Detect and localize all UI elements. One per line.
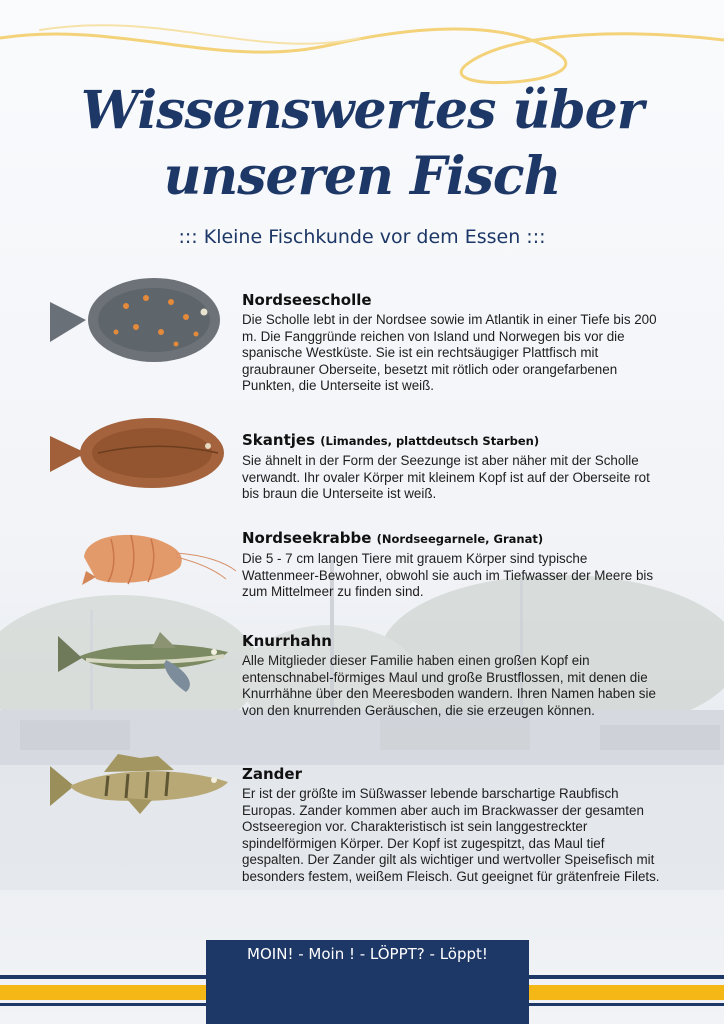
plaice-icon xyxy=(46,272,220,368)
fish-description: Sie ähnelt in der Form der Seezunge ist aber näher mit der Scholle verwandt. Ihr ovaler Körper mit kleinem Kopf ist auf der Oberseite rot bis braun die Unterseite ist weiß. xyxy=(242,453,650,502)
fish-description: Alle Mitglieder dieser Familie haben einen großen Kopf ein entenschnabel-förmiges Maul und große Brustflossen, mit denen die Knurrhähne über den Meeresboden wandern. Ihren Namen haben sie von den knurrenden Geräuschen, die sie erzeugen können. xyxy=(242,653,656,718)
fish-name: Nordseekrabbe (Nordseegarnele, Granat) xyxy=(242,529,544,547)
gurnard-icon xyxy=(56,622,230,694)
footer-banner xyxy=(206,940,529,1024)
title-line-2: unseren Fisch xyxy=(163,146,561,207)
fish-description: Die 5 - 7 cm langen Tiere mit grauem Körper sind typische Wattenmeer-Bewohner, obwohl sie auch im Tiefwasser der Meere bis zum Mittelmeer zu finden sind. xyxy=(242,551,654,600)
title-line-1: Wissenswertes über xyxy=(80,80,644,141)
fish-entry-knurrhahn xyxy=(242,631,662,719)
fish-name: Knurrhahn xyxy=(242,632,332,650)
fish-name: Nordseescholle xyxy=(242,291,372,309)
page-title xyxy=(0,78,724,210)
fish-description: Er ist der größte im Süßwasser lebende barschartige Raubfisch Europas. Zander kommen aber auch im Brackwasser der gesamten Ostseeregion vor. Charakteristisch ist sein langgestreckter spindelförmigen Körper. Der Kopf ist zugespitzt, das Maul tief gespalten. Der Zander gilt als wichtiger und wertvoller Speisefisch mit besonders festem, weißem Fleisch. Gut geeignet für grätenfreie Filets. xyxy=(242,786,660,884)
fish-entry-zander xyxy=(242,764,662,886)
shrimp-icon xyxy=(76,527,236,589)
dab-icon xyxy=(48,414,226,492)
fish-alt-name: (Limandes, plattdeutsch Starben) xyxy=(320,434,540,448)
zander-icon xyxy=(48,752,230,820)
fish-entry-skantjes xyxy=(242,430,662,503)
fish-entry-nordseescholle xyxy=(242,290,662,395)
fish-entry-nordseekrabbe xyxy=(242,528,662,601)
footer-slogan: MOIN! - Moin ! - LÖPPT? - Löppt! xyxy=(247,945,488,963)
fish-alt-name: (Nordseegarnele, Granat) xyxy=(376,532,544,546)
fish-description: Die Scholle lebt in der Nordsee sowie im Atlantik in einer Tiefe bis 200 m. Die Fanggründe reichen von Island und Norwegen bis vor die spanische Westküste. Sie ist ein rechtsäugiger Plattfisch mit graubrauner Oberseite, besetzt mit rötlich oder orangefarbenen Punkten, die Unterseite ist weiß. xyxy=(242,312,657,394)
fish-name: Zander xyxy=(242,765,302,783)
fish-name: Skantjes (Limandes, plattdeutsch Starben) xyxy=(242,431,540,449)
page-subtitle: ::: Kleine Fischkunde vor dem Essen ::: xyxy=(178,226,546,248)
